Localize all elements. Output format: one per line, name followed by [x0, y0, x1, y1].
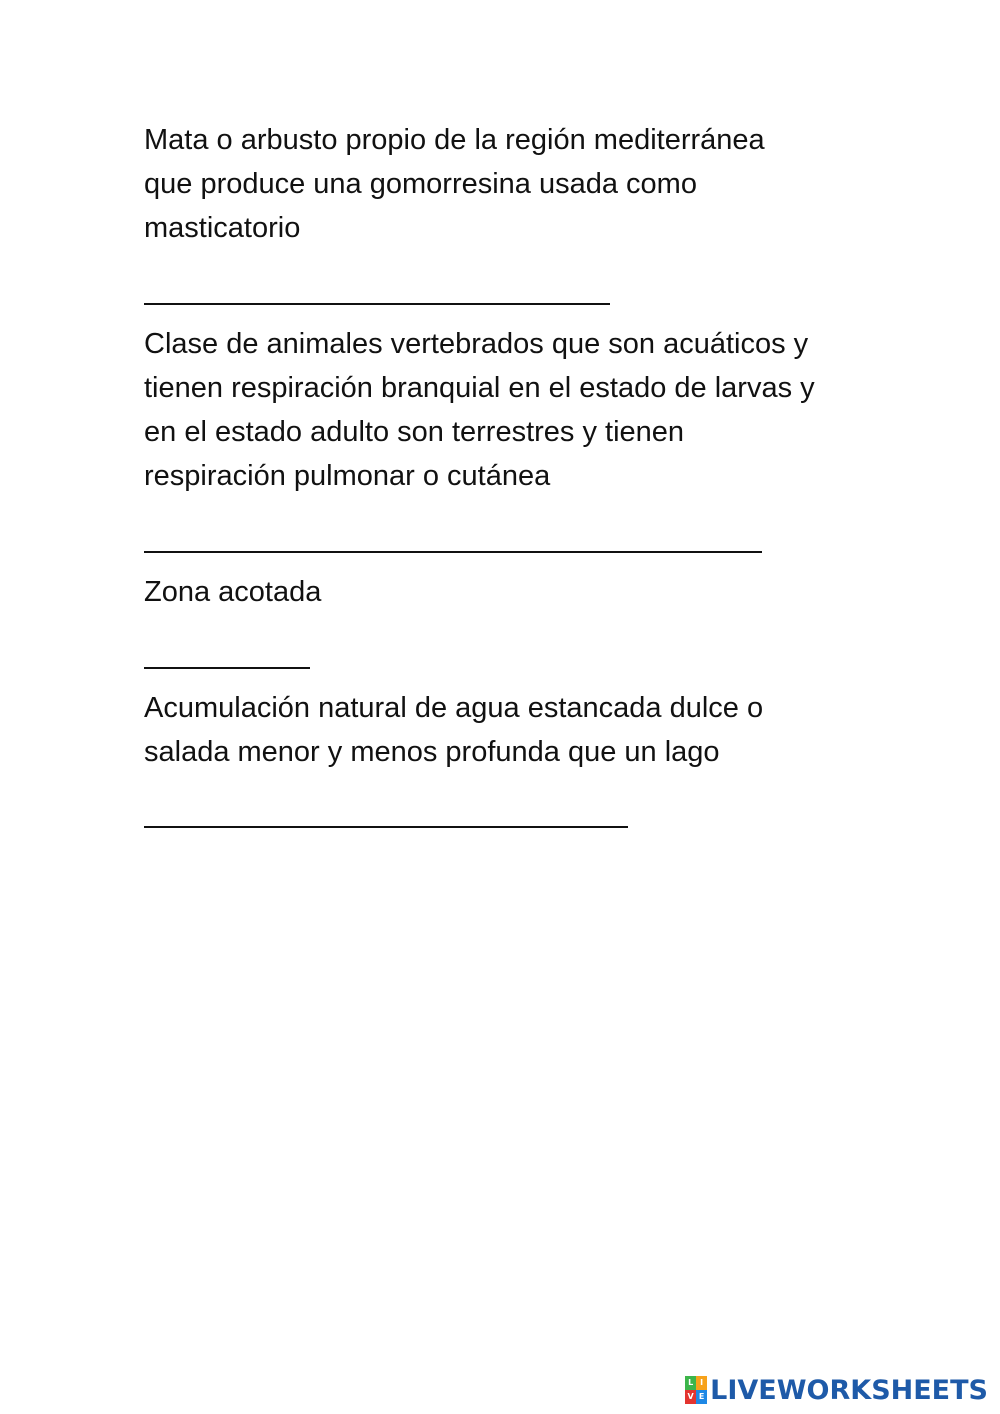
- logo-cell-l: L: [685, 1376, 696, 1390]
- clue-3-text: Zona acotada: [144, 576, 322, 608]
- answer-4-line: [144, 826, 628, 828]
- answer-4-input[interactable]: [144, 787, 628, 827]
- liveworksheets-logo: [685, 1372, 988, 1408]
- clue-4-text: Acumulación natural de agua estancada dulce o salada menor y menos profunda que un lago: [144, 692, 764, 768]
- logo-cell-v: V: [685, 1390, 696, 1404]
- clue-2-text: Clase de animales vertebrados que son acuáticos y tienen respiración branquial en el estado de larvas y en el estado adulto son terrestres y tienen respiración pulmonar o cutánea: [144, 328, 815, 492]
- answer-3-line: [144, 667, 310, 669]
- clue-1-text: Mata o arbusto propio de la región mediterránea que produce una gomorresina usada como masticatorio: [144, 124, 765, 244]
- logo-cell-i: I: [696, 1376, 707, 1390]
- answer-2-input[interactable]: [144, 512, 762, 552]
- answer-1-line: [144, 303, 610, 305]
- answer-3-input[interactable]: [144, 628, 310, 668]
- answer-2-line: [144, 551, 762, 553]
- answer-1-input[interactable]: [144, 264, 610, 304]
- liveworksheets-logo-text: LIVEWORKSHEETS: [710, 1374, 988, 1406]
- liveworksheets-logo-icon: [685, 1376, 707, 1404]
- logo-cell-e: E: [696, 1390, 707, 1404]
